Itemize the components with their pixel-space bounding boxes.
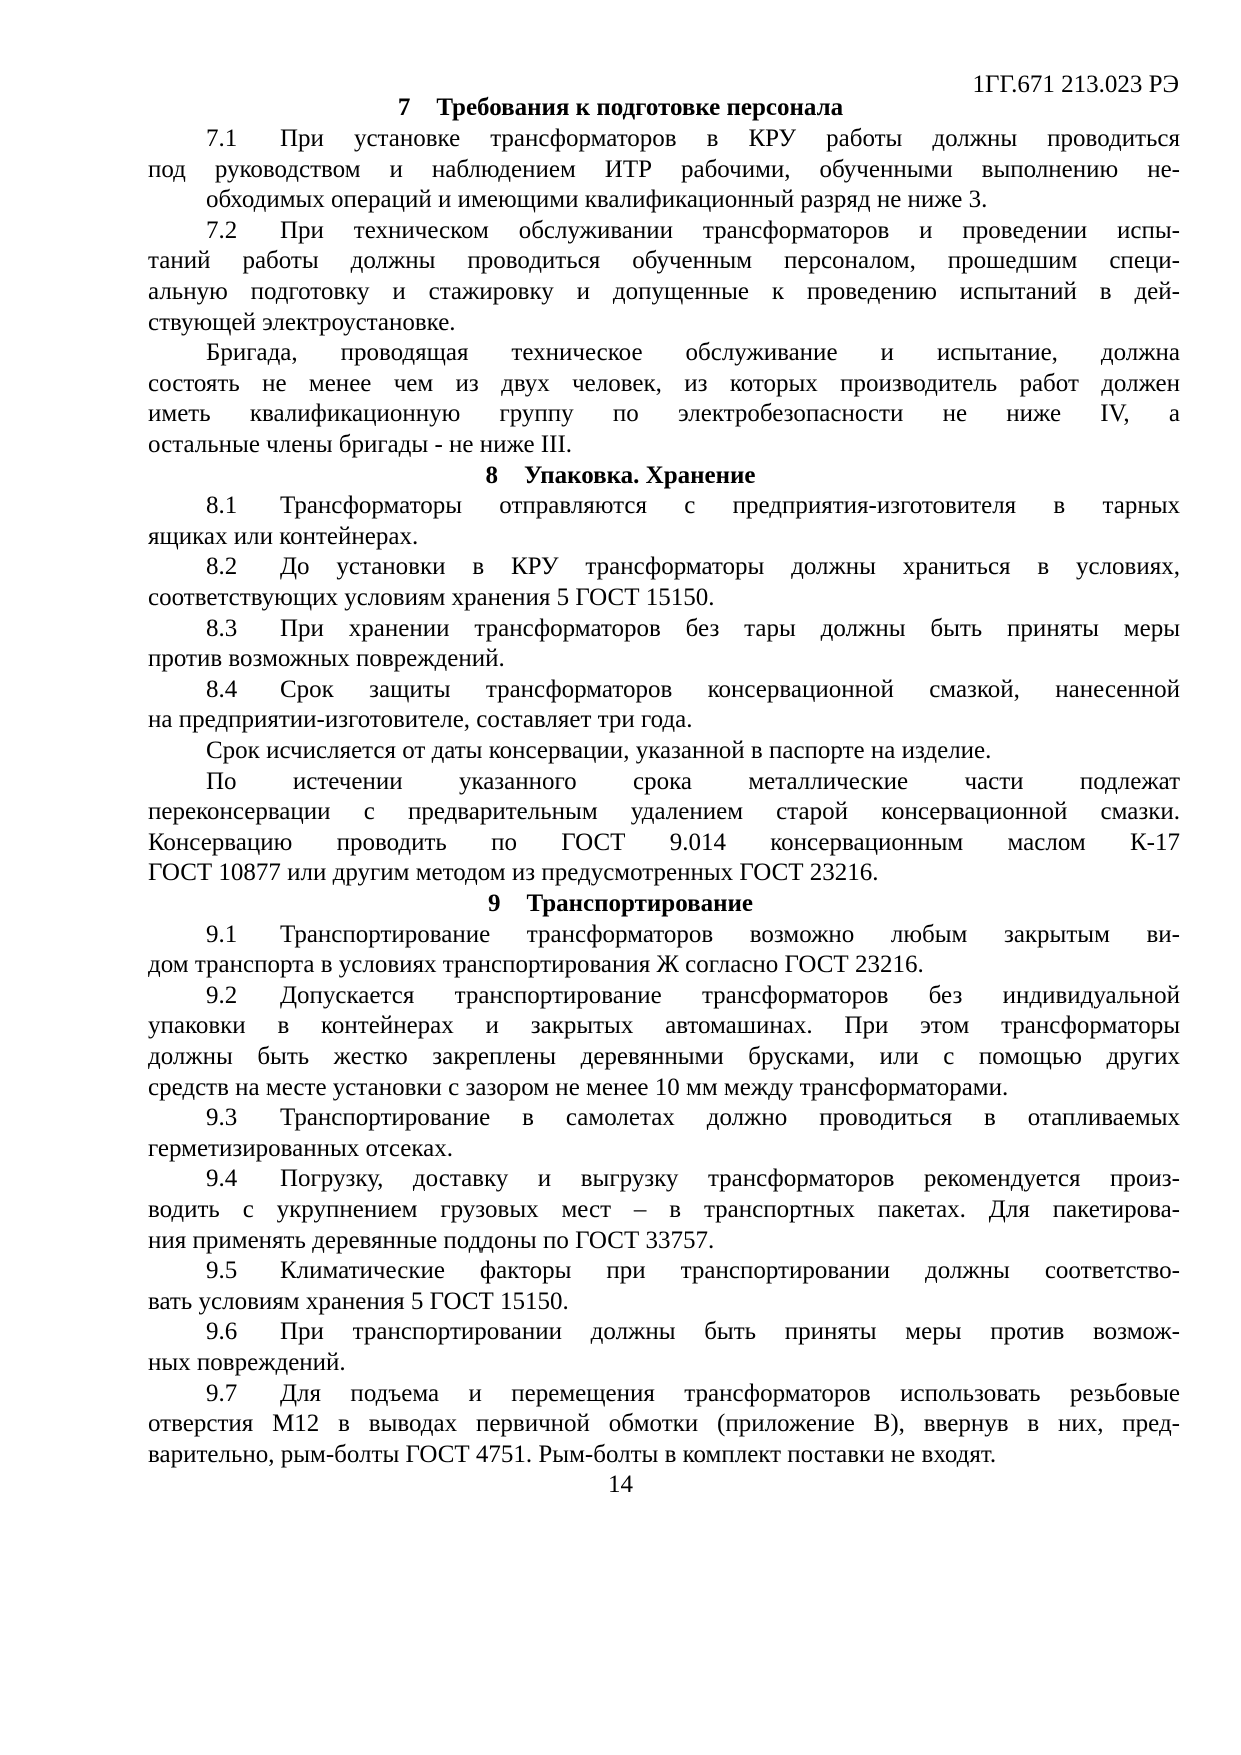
paragraph-line: иметь квалификационную группу по электробезопасности не ниже IV, а [148,400,1180,427]
paragraph-line [148,614,1180,644]
paragraph-line: ния применять деревянные поддоны по ГОСТ 33757. [148,1227,715,1254]
page-number: 14 [608,1471,633,1498]
clause-number: 8.1 [206,492,238,519]
clause-number: 9.3 [206,1104,238,1131]
section-title: Транспортирование [526,890,753,917]
section-number: 7 [397,94,411,121]
paragraph-line [148,675,1180,705]
paragraph-line: герметизированных отсеках. [148,1135,454,1162]
paragraph-line: средств на месте установки с зазором не менее 10 мм между трансформаторами. [148,1074,1009,1101]
paragraph-line [148,981,1180,1011]
paragraph-line: варительно, рым-болты ГОСТ 4751. Рым-болты в комплект поставки не входят. [148,1441,997,1468]
paragraph-line: дом транспорта в условиях транспортирования Ж согласно ГОСТ 23216. [148,951,924,978]
line-text: При установке трансформаторов в КРУ работы должны проводиться [280,125,1180,152]
paragraph-line: отверстия М12 в выводах первичной обмотки (приложение В), ввернув в них, пред- [148,1410,1180,1437]
paragraph-line: обходимых операций и имеющими квалификационный разряд не ниже 3. [206,186,988,213]
paragraph-line: вать условиям хранения 5 ГОСТ 15150. [148,1288,569,1315]
paragraph-line [148,552,1180,582]
paragraph-line: ных повреждений. [148,1349,346,1376]
paragraph-line: Консервацию проводить по ГОСТ 9.014 консервационным маслом К-17 [148,829,1180,856]
paragraph-line [148,491,1180,521]
clause-number: 9.1 [206,921,238,948]
paragraph-line: остальные члены бригады - не ниже III. [148,431,573,458]
paragraph-line: против возможных повреждений. [148,645,505,672]
clause-number: 8.4 [206,676,238,703]
paragraph-line [148,216,1180,246]
line-text: При техническом обслуживании трансформаторов и проведении испы- [280,217,1180,244]
section-title: Упаковка. Хранение [523,462,756,489]
section-heading-9 [0,889,1241,919]
paragraph-line [148,124,1180,154]
section-heading-8 [0,461,1241,491]
clause-number: 9.4 [206,1165,238,1192]
paragraph-line [148,920,1180,950]
clause-number: 7.1 [206,125,238,152]
line-text: Транспортирование в самолетах должно проводиться в отапливаемых [280,1104,1180,1131]
paragraph-line: Бригада, проводящая техническое обслуживание и испытание, должна [206,339,1180,366]
paragraph-line: упаковки в контейнерах и закрытых автомашинах. При этом трансформаторы [148,1012,1180,1039]
paragraph-line: на предприятии-изготовителе, составляет три года. [148,706,693,733]
paragraph-line [148,1256,1180,1286]
paragraph-line [148,1317,1180,1347]
clause-number: 7.2 [206,217,238,244]
clause-number: 9.5 [206,1257,238,1284]
section-number: 9 [488,890,501,917]
paragraph-line: соответствующих условиям хранения 5 ГОСТ 15150. [148,584,715,611]
clause-number: 8.3 [206,615,238,642]
line-text: До установки в КРУ трансформаторы должны храниться в условиях, [280,553,1180,580]
paragraph-line: По истечении указанного срока металлические части подлежат [206,768,1180,795]
line-text: Срок защиты трансформаторов консервационной смазкой, нанесенной [280,676,1180,703]
paragraph-line: водить с укрупнением грузовых мест – в транспортных пакетах. Для пакетирова- [148,1196,1180,1223]
section-heading-7 [0,93,1241,123]
section-title: Требования к подготовке персонала [436,94,844,121]
paragraph-line: Срок исчисляется от даты консервации, указанной в паспорте на изделие. [206,737,992,764]
paragraph-line [148,1103,1180,1133]
line-text: Допускается транспортирование трансформаторов без индивидуальной [280,982,1180,1009]
paragraph-line: ГОСТ 10877 или другим методом из предусмотренных ГОСТ 23216. [148,859,879,886]
line-text: При транспортировании должны быть приняты меры против возмож- [280,1318,1180,1345]
document-code: 1ГГ.671 213.023 РЭ [972,71,1179,98]
section-number: 8 [485,462,498,489]
paragraph-line [148,1164,1180,1194]
paragraph-line: ствующей электроустановке. [148,309,456,336]
paragraph-line [148,1379,1180,1409]
clause-number: 8.2 [206,553,238,580]
clause-number: 9.2 [206,982,238,1009]
line-text: Транспортирование трансформаторов возможно любым закрытым ви- [280,921,1180,948]
clause-number: 9.7 [206,1380,238,1407]
paragraph-line: состоять не менее чем из двух человек, из которых производитель работ должен [148,370,1180,397]
line-text: Для подъема и перемещения трансформаторов использовать резьбовые [280,1380,1180,1407]
paragraph-line: переконсервации с предварительным удалением старой консервационной смазки. [148,798,1180,825]
paragraph-line: под руководством и наблюдением ИТР рабочими, обученными выполнению не- [148,156,1180,183]
paragraph-line: ящиках или контейнерах. [148,523,419,550]
paragraph-line: альную подготовку и стажировку и допущенные к проведению испытаний в дей- [148,278,1180,305]
clause-number: 9.6 [206,1318,238,1345]
line-text: При хранении трансформаторов без тары должны быть приняты меры [280,615,1180,642]
line-text: Погрузку, доставку и выгрузку трансформаторов рекомендуется произ- [280,1165,1180,1192]
paragraph-line: должны быть жестко закреплены деревянными брусками, или с помощью других [148,1043,1180,1070]
line-text: Климатические факторы при транспортировании должны соответство- [280,1257,1180,1284]
paragraph-line: таний работы должны проводиться обученным персоналом, прошедшим специ- [148,247,1180,274]
line-text: Трансформаторы отправляются с предприятия-изготовителя в тарных [280,492,1180,519]
